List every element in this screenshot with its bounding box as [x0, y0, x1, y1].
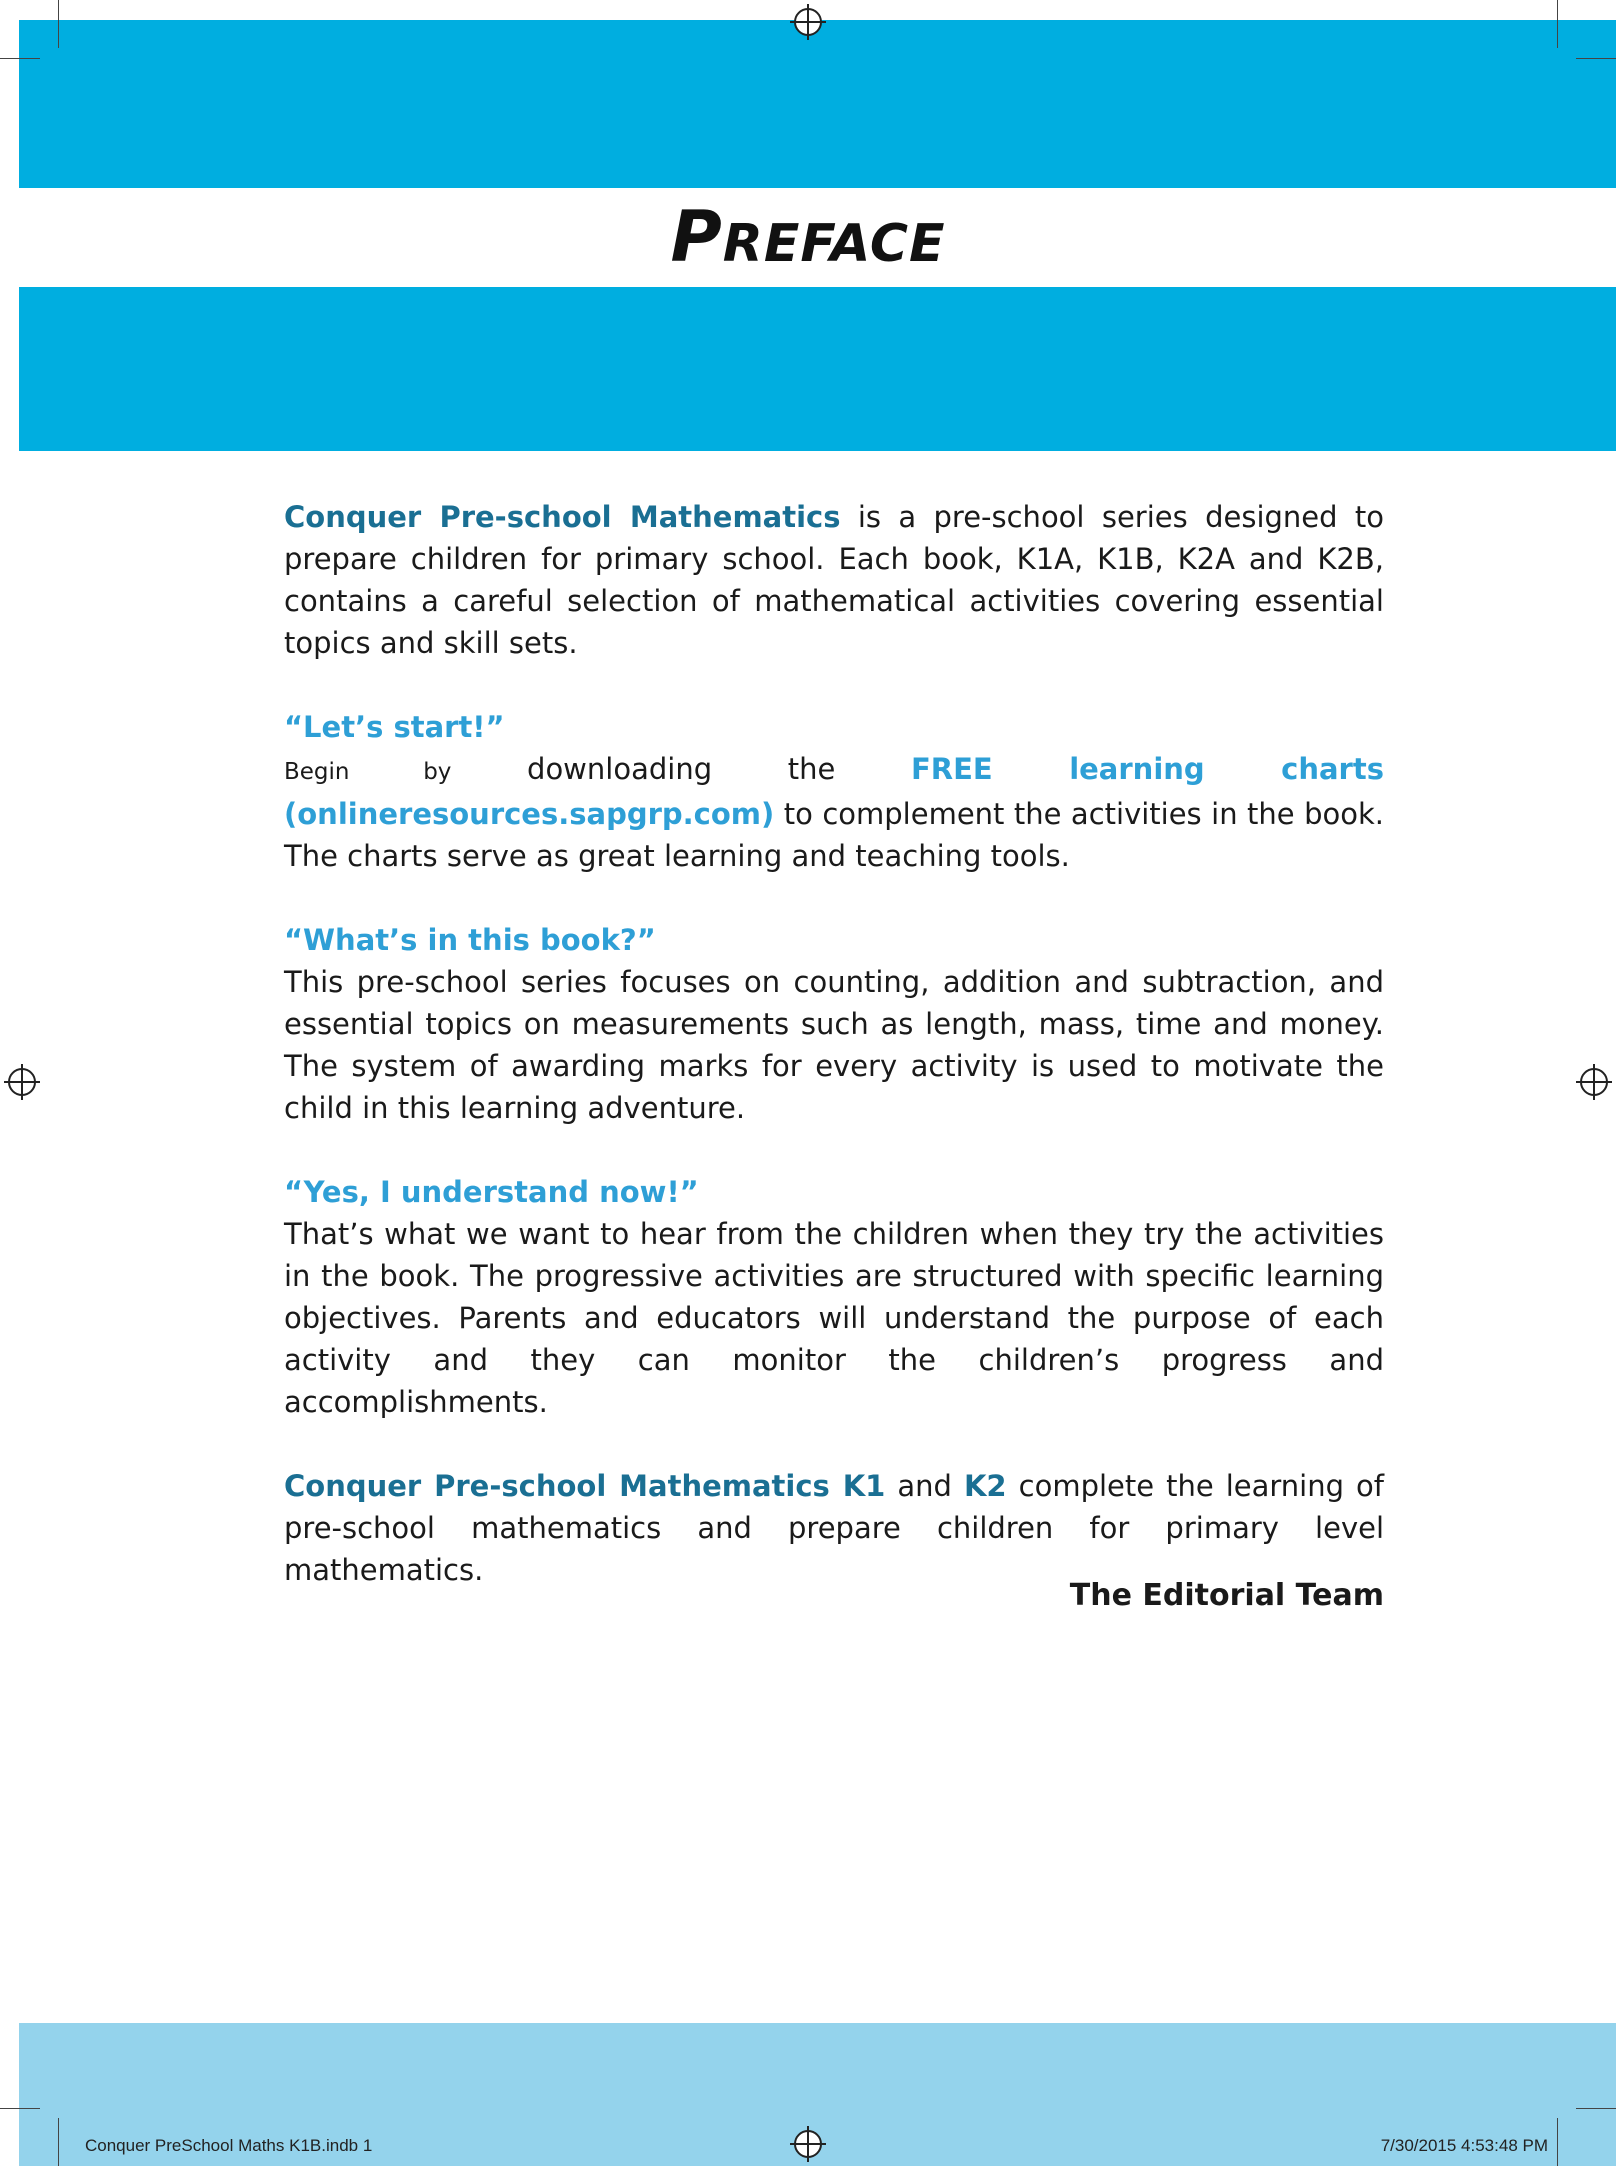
crop-mark — [1576, 2108, 1616, 2109]
registration-mark-icon — [8, 1068, 36, 1096]
crop-mark — [1576, 58, 1616, 59]
intro-text: is a pre-school series designed to prepare children for primary school. Each book, K1A, K1B, K2A and K2B, contains a careful selection of mathematical activities covering essential topics and skill sets. — [284, 500, 1385, 660]
begin-by-text: Begin by — [284, 759, 452, 785]
understand-text: That’s what we want to hear from the children when they try the activities in the book. The progressive activities are structured with specific learning objectives. Parents and educators will understand the purpose of each activity and they can monitor the children’s progress and accomplishments. — [284, 1217, 1384, 1419]
top-color-band — [19, 20, 1616, 188]
heading-lets-start: “Let’s start!” — [284, 710, 505, 744]
series-k2: K2 — [963, 1469, 1007, 1503]
intro-paragraph — [284, 496, 1384, 664]
footer-file-name: Conquer PreSchool Maths K1B.indb 1 — [85, 2136, 373, 2155]
series-name: Conquer Pre-school Mathematics — [284, 500, 841, 534]
crop-mark — [0, 2108, 40, 2109]
free-charts-link[interactable]: FREE learning charts (onlineresources.sapgrp.com) — [284, 752, 1384, 831]
closing-paragraph — [284, 1465, 1384, 1591]
title-initial: P — [670, 196, 723, 278]
preface-body — [284, 496, 1384, 1633]
signature: The Editorial Team — [1069, 1578, 1384, 1613]
registration-mark-icon — [1580, 1068, 1608, 1096]
footer-timestamp: 7/30/2015 4:53:48 PM — [1380, 2136, 1548, 2155]
registration-mark-icon — [794, 8, 822, 36]
crop-mark — [58, 0, 59, 48]
crop-mark — [58, 2118, 59, 2166]
crop-mark — [1557, 2118, 1558, 2166]
heading-whats-in-book: “What’s in this book?” — [284, 923, 656, 957]
whats-in-book-text: This pre-school series focuses on counting, addition and subtraction, and essential topics on measurements such as length, mass, time and money. The system of awarding marks for every activity is used to motivate the child in this learning adventure. — [284, 965, 1384, 1125]
series-k1: Conquer Pre-school Mathematics K1 — [284, 1469, 886, 1503]
crop-mark — [1557, 0, 1558, 48]
and-text: and — [885, 1469, 964, 1503]
title-rest: REFACE — [722, 214, 946, 274]
section-whats-in-book — [284, 919, 1384, 1129]
lets-start-text: to complement the activities in the book. The charts serve as great learning and teaching tools. — [284, 797, 1384, 873]
downloading-text: downloading the — [451, 752, 911, 786]
registration-mark-icon — [794, 2130, 822, 2158]
closing-text: complete the learning of pre-school mathematics and prepare children for primary level mathematics. — [284, 1469, 1384, 1587]
crop-mark — [0, 58, 40, 59]
section-understand — [284, 1171, 1384, 1423]
middle-color-band — [19, 287, 1616, 451]
page-title — [0, 196, 1616, 278]
section-lets-start — [284, 706, 1384, 877]
heading-understand: “Yes, I understand now!” — [284, 1175, 699, 1209]
